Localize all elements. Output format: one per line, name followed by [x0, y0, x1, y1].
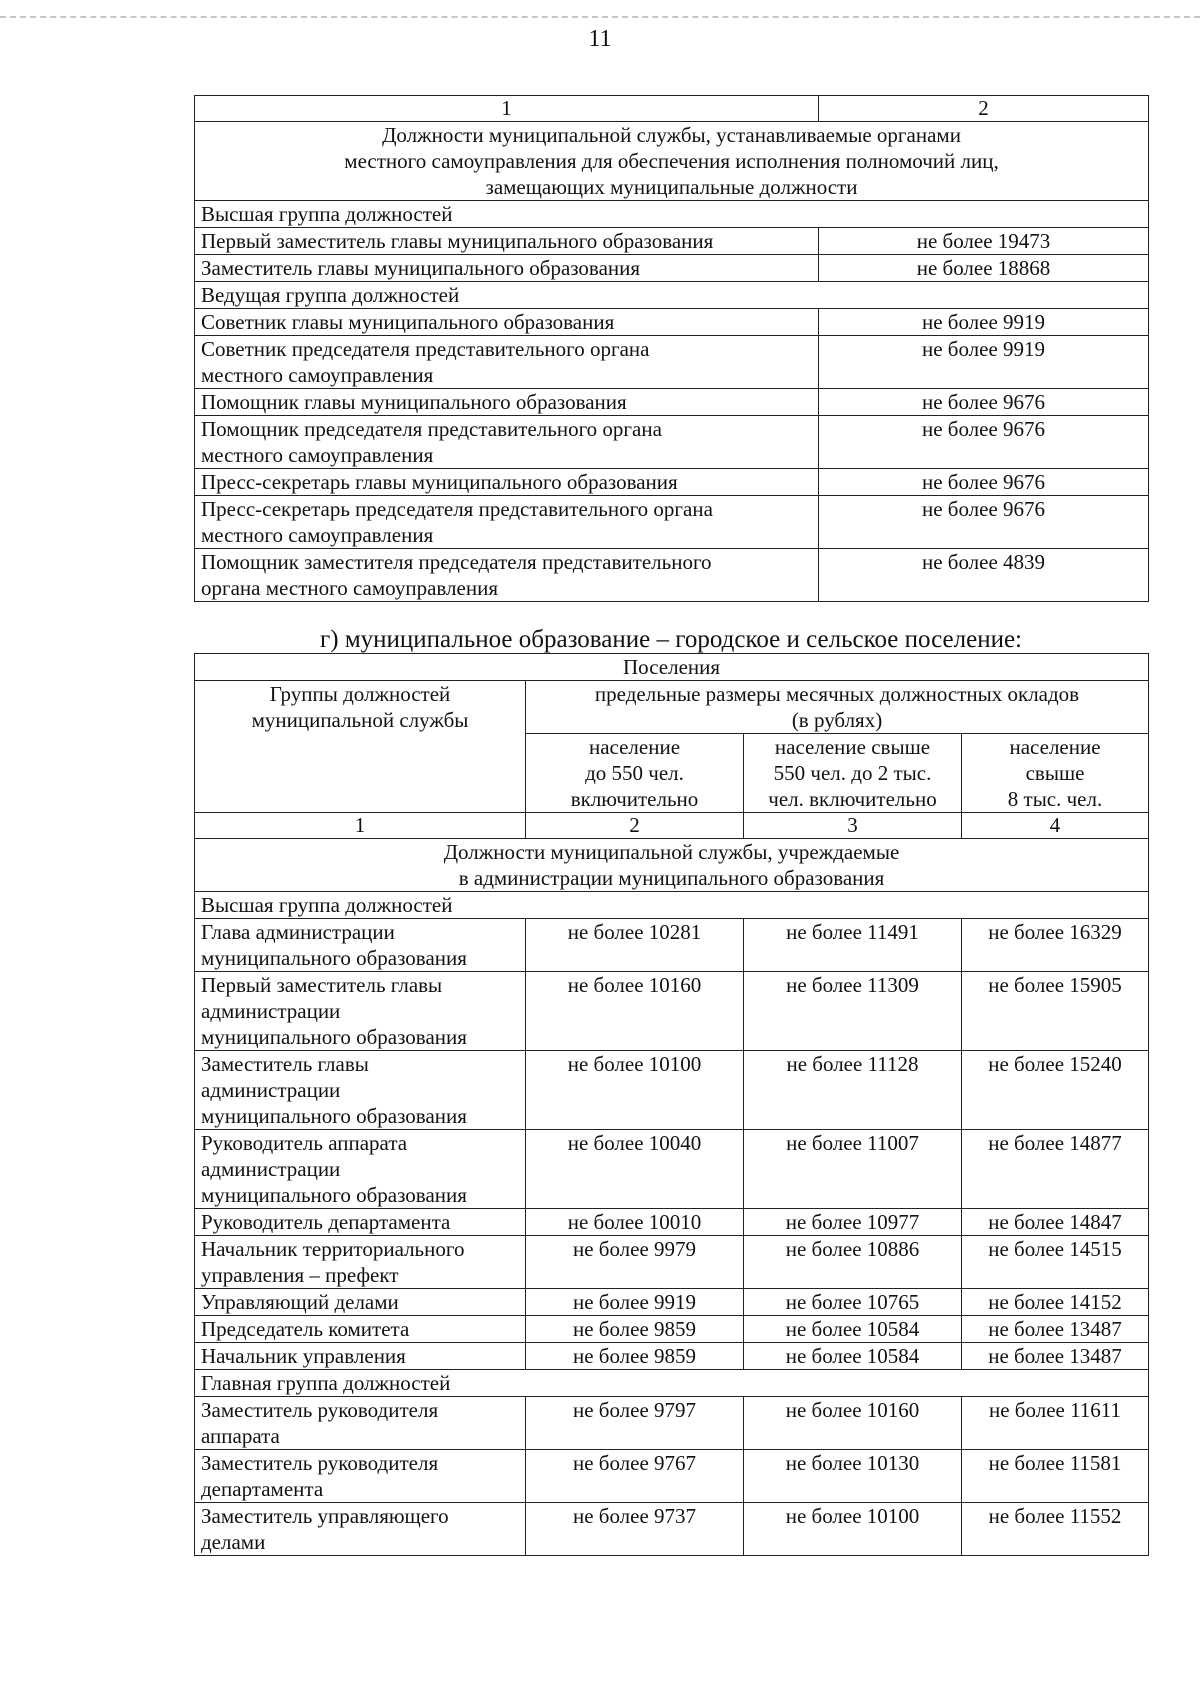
position-name: Начальник управления: [195, 1343, 526, 1370]
table-row: [195, 1051, 1149, 1130]
column-number: 4: [962, 813, 1149, 839]
salary-limit-over-8000: не более 14847: [962, 1209, 1149, 1236]
position-name: Руководитель департамента: [195, 1209, 526, 1236]
position-name: Заместитель руководителя департамента: [195, 1450, 526, 1503]
salary-limit-under-550: не более 9979: [526, 1236, 744, 1289]
group-title: Высшая группа должностей: [195, 892, 1149, 919]
salary-limit-550-to-2000: не более 10765: [744, 1289, 962, 1316]
population-header: население до 550 чел. включительно: [526, 734, 744, 813]
salary-limit-over-8000: не более 15905: [962, 972, 1149, 1051]
table-row: [195, 1209, 1149, 1236]
column-number: 2: [819, 96, 1149, 122]
table-row: [195, 228, 1149, 255]
salary-limit-over-8000: не более 15240: [962, 1051, 1149, 1130]
table-row: [195, 309, 1149, 336]
table-row: [195, 496, 1149, 549]
salary-limit: не более 9676: [819, 496, 1149, 549]
salary-limit-under-550: не более 9859: [526, 1343, 744, 1370]
column-number: 2: [526, 813, 744, 839]
salary-limit-under-550: не более 9919: [526, 1289, 744, 1316]
table-row: [195, 1130, 1149, 1209]
salary-limit: не более 9676: [819, 389, 1149, 416]
salary-limit-over-8000: не более 14877: [962, 1130, 1149, 1209]
salary-limit-under-550: не более 10040: [526, 1130, 744, 1209]
salary-limit-550-to-2000: не более 11491: [744, 919, 962, 972]
salary-table-local-government: [194, 95, 1148, 602]
salary-limit-550-to-2000: не более 10886: [744, 1236, 962, 1289]
group-title: Высшая группа должностей: [195, 201, 1149, 228]
table-row: [195, 255, 1149, 282]
table-row: [195, 1289, 1149, 1316]
position-name: Заместитель руководителя аппарата: [195, 1397, 526, 1450]
salary-limit-under-550: не более 10281: [526, 919, 744, 972]
group-title-row: [195, 892, 1149, 919]
group-title-row: [195, 282, 1149, 309]
position-name: Советник главы муниципального образования: [195, 309, 819, 336]
position-name: Заместитель управляющего делами: [195, 1503, 526, 1556]
column-number-row: [195, 96, 1149, 122]
section-header: Должности муниципальной службы, устанавливаемые органами местного самоуправления для обеспечения исполнения полномочий лиц, замещающих муниципальные должности: [195, 122, 1149, 201]
salary-limit: не более 19473: [819, 228, 1149, 255]
group-title: Главная группа должностей: [195, 1370, 1149, 1397]
settlements-header: Поселения: [195, 654, 1149, 681]
groups-header: Группы должностей муниципальной службы: [195, 681, 526, 813]
table-row: [195, 1316, 1149, 1343]
position-name: Помощник заместителя председателя представительного органа местного самоуправления: [195, 549, 819, 602]
salary-limit-over-8000: не более 11611: [962, 1397, 1149, 1450]
table-row: [195, 1236, 1149, 1289]
salary-limit: не более 9919: [819, 336, 1149, 389]
limits-header: предельные размеры месячных должностных окладов (в рублях): [526, 681, 1149, 734]
position-name: Начальник территориального управления – префект: [195, 1236, 526, 1289]
salary-limit-550-to-2000: не более 11007: [744, 1130, 962, 1209]
salary-limit: не более 4839: [819, 549, 1149, 602]
position-name: Помощник председателя представительного органа местного самоуправления: [195, 416, 819, 469]
salary-table-settlements: [194, 653, 1148, 1556]
salary-limit-550-to-2000: не более 10584: [744, 1316, 962, 1343]
salary-limit-under-550: не более 9797: [526, 1397, 744, 1450]
column-number: 3: [744, 813, 962, 839]
column-number: 1: [195, 96, 819, 122]
table-row: [195, 389, 1149, 416]
group-title-row: [195, 1370, 1149, 1397]
position-name: Советник председателя представительного органа местного самоуправления: [195, 336, 819, 389]
salary-limit-under-550: не более 9859: [526, 1316, 744, 1343]
salary-limit-under-550: не более 10160: [526, 972, 744, 1051]
salary-limit-550-to-2000: не более 10977: [744, 1209, 962, 1236]
column-number: 1: [195, 813, 526, 839]
salary-limit-under-550: не более 10100: [526, 1051, 744, 1130]
table-row: [195, 919, 1149, 972]
salary-limit: не более 9676: [819, 416, 1149, 469]
position-name: Председатель комитета: [195, 1316, 526, 1343]
table-row: [195, 1343, 1149, 1370]
table-row: [195, 336, 1149, 389]
salary-limit: не более 9919: [819, 309, 1149, 336]
salary-limit-550-to-2000: не более 10584: [744, 1343, 962, 1370]
position-name: Управляющий делами: [195, 1289, 526, 1316]
position-name: Первый заместитель главы администрации муниципального образования: [195, 972, 526, 1051]
population-header: население свыше 8 тыс. чел.: [962, 734, 1149, 813]
salary-limit-550-to-2000: не более 11128: [744, 1051, 962, 1130]
salary-limit-under-550: не более 10010: [526, 1209, 744, 1236]
section-header: Должности муниципальной службы, учреждаемые в администрации муниципального образования: [195, 839, 1149, 892]
section-title: г) муниципальное образование – городское и сельское поселение:: [320, 626, 1022, 653]
salary-limit-over-8000: не более 13487: [962, 1316, 1149, 1343]
table-row: [195, 972, 1149, 1051]
table-row: [195, 1397, 1149, 1450]
salary-limit-over-8000: не более 14515: [962, 1236, 1149, 1289]
section-header-row: [195, 839, 1149, 892]
table-row: [195, 1503, 1149, 1556]
header-row: [195, 681, 1149, 734]
salary-limit-under-550: не более 9737: [526, 1503, 744, 1556]
salary-limit-over-8000: не более 11552: [962, 1503, 1149, 1556]
table-row: [195, 1450, 1149, 1503]
salary-limit-550-to-2000: не более 11309: [744, 972, 962, 1051]
table-row: [195, 549, 1149, 602]
salary-limit: не более 9676: [819, 469, 1149, 496]
salary-limit-over-8000: не более 13487: [962, 1343, 1149, 1370]
salary-limit: не более 18868: [819, 255, 1149, 282]
table-row: [195, 416, 1149, 469]
section-header-row: [195, 122, 1149, 201]
table-row: [195, 469, 1149, 496]
position-name: Пресс-секретарь председателя представительного органа местного самоуправления: [195, 496, 819, 549]
top-header-row: [195, 654, 1149, 681]
position-name: Пресс-секретарь главы муниципального образования: [195, 469, 819, 496]
position-name: Помощник главы муниципального образования: [195, 389, 819, 416]
page-number: 11: [588, 26, 612, 52]
salary-limit-over-8000: не более 14152: [962, 1289, 1149, 1316]
position-name: Первый заместитель главы муниципального образования: [195, 228, 819, 255]
salary-limit-550-to-2000: не более 10100: [744, 1503, 962, 1556]
position-name: Заместитель главы администрации муниципального образования: [195, 1051, 526, 1130]
group-title-row: [195, 201, 1149, 228]
scan-artifact-line: [0, 16, 1200, 21]
population-header: население свыше 550 чел. до 2 тыс. чел. включительно: [744, 734, 962, 813]
position-name: Глава администрации муниципального образования: [195, 919, 526, 972]
salary-limit-under-550: не более 9767: [526, 1450, 744, 1503]
position-name: Руководитель аппарата администрации муниципального образования: [195, 1130, 526, 1209]
salary-limit-over-8000: не более 11581: [962, 1450, 1149, 1503]
salary-limit-550-to-2000: не более 10130: [744, 1450, 962, 1503]
salary-limit-over-8000: не более 16329: [962, 919, 1149, 972]
group-title: Ведущая группа должностей: [195, 282, 1149, 309]
column-number-row: [195, 813, 1149, 839]
salary-limit-550-to-2000: не более 10160: [744, 1397, 962, 1450]
position-name: Заместитель главы муниципального образования: [195, 255, 819, 282]
